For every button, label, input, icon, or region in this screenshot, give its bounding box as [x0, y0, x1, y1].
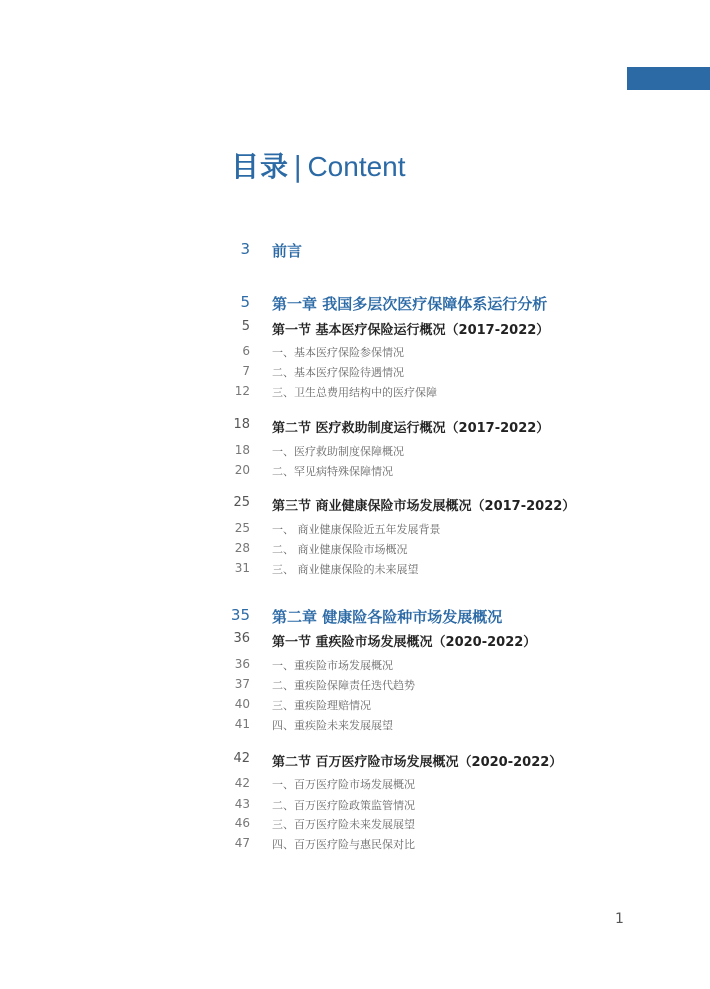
toc-page-number: 40: [234, 697, 250, 711]
toc-entry-text: 一、基本医疗保险参保情况: [272, 346, 404, 359]
toc-entry-text: 第一节 重疾险市场发展概况（2020-2022）: [272, 635, 537, 650]
toc-entry-text: 第二章 健康险各险种市场发展概况: [272, 608, 503, 626]
toc-page-number: 42: [234, 776, 250, 790]
title-english: Content: [307, 151, 406, 182]
toc-entry-text: 一、 商业健康保险近五年发展背景: [272, 523, 441, 536]
toc-page-number: 46: [234, 816, 250, 830]
toc-entry-text: 三、百万医疗险未来发展展望: [272, 818, 415, 831]
toc-page-number: 25: [234, 521, 250, 535]
toc-entry-text: 一、重疾险市场发展概况: [272, 659, 393, 672]
toc-page-number: 37: [234, 677, 250, 691]
toc-page-number: 36: [233, 631, 250, 646]
toc-page-number: 41: [234, 717, 250, 731]
toc-entry-text: 二、 商业健康保险市场概况: [272, 543, 408, 556]
toc-page-number: 36: [234, 657, 250, 671]
toc-page-number: 3: [240, 240, 250, 258]
toc-page-number: 18: [233, 417, 250, 432]
toc-entry-text: 三、重疾险理赔情况: [272, 699, 371, 712]
toc-entry-text: 二、重疾险保障责任迭代趋势: [272, 679, 415, 692]
toc-page-number: 42: [233, 751, 250, 766]
toc-entry-text: 一、百万医疗险市场发展概况: [272, 778, 415, 791]
toc-entry-text: 四、百万医疗险与惠民保对比: [272, 838, 415, 851]
toc-page-number: 6: [242, 344, 250, 358]
toc-entry-text: 二、基本医疗保险待遇情况: [272, 366, 404, 379]
toc-page-number: 31: [234, 561, 250, 575]
toc-entry-text: 第三节 商业健康保险市场发展概况（2017-2022）: [272, 499, 576, 514]
title-separator: |: [293, 150, 303, 183]
toc-entry-text: 四、重疾险未来发展展望: [272, 719, 393, 732]
page-number: 1: [615, 911, 624, 927]
header-accent-bar: [627, 67, 710, 90]
toc-page-number: 12: [234, 384, 250, 398]
toc-entry-text: 三、 商业健康保险的未来展望: [272, 563, 419, 576]
toc-page-number: 25: [233, 495, 250, 510]
toc-entry-text: 一、医疗救助制度保障概况: [272, 445, 404, 458]
page-title: [231, 148, 406, 186]
title-chinese: 目录: [231, 150, 290, 183]
toc-page-number: 7: [242, 364, 250, 378]
toc-page-number: 35: [230, 606, 250, 624]
toc-page-number: 47: [234, 836, 250, 850]
toc-entry-text: 第一章 我国多层次医疗保障体系运行分析: [272, 295, 548, 313]
toc-entry-text: 二、百万医疗险政策监管情况: [272, 799, 415, 812]
toc-page-number: 20: [234, 463, 250, 477]
toc-entry-text: 前言: [272, 242, 303, 260]
toc-page-number: 28: [234, 541, 250, 555]
toc-entry-text: 第二节 百万医疗险市场发展概况（2020-2022）: [272, 755, 563, 770]
toc-page-number: 5: [241, 319, 250, 334]
toc-page-number: 5: [240, 293, 250, 311]
toc-entry-text: 二、罕见病特殊保障情况: [272, 465, 393, 478]
toc-entry-text: 第二节 医疗救助制度运行概况（2017-2022）: [272, 421, 550, 436]
toc-entry-text: 第一节 基本医疗保险运行概况（2017-2022）: [272, 323, 550, 338]
toc-page-number: 18: [234, 443, 250, 457]
toc-entry-text: 三、卫生总费用结构中的医疗保障: [272, 386, 437, 399]
toc-page-number: 43: [234, 797, 250, 811]
